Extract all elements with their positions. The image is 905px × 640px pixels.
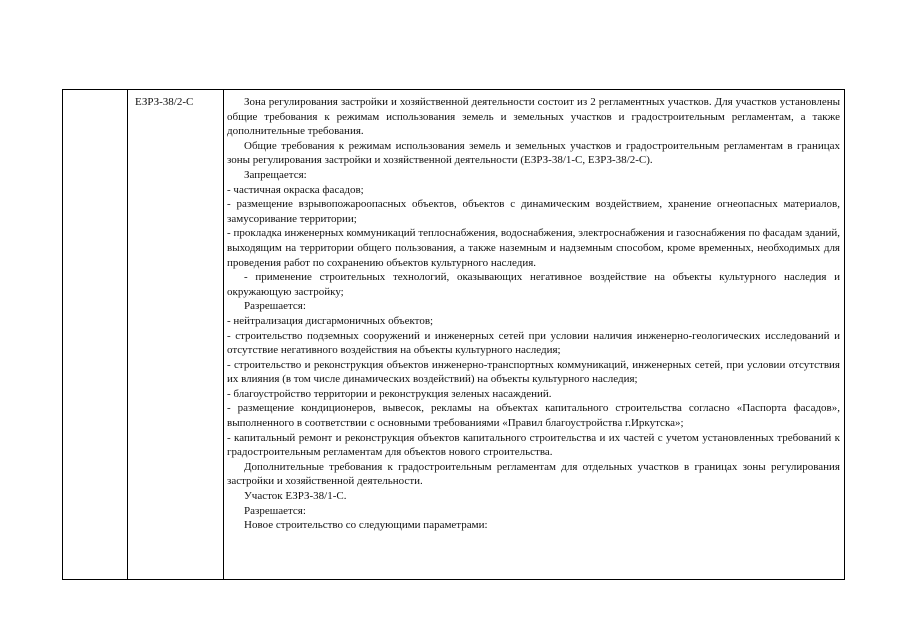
paragraph: - благоустройство территории и реконструкция зеленых насаждений.	[227, 387, 552, 400]
requirements-text-cell	[227, 95, 840, 533]
paragraph: - размещение кондиционеров, вывесок, рекламы на объектах капитального строительства согласно «Паспорта фасадов», выполненного в соответствии с основными требованиями «Правил благоустройства г.Иркутска»;	[227, 402, 840, 430]
paragraph: - прокладка инженерных коммуникаций теплоснабжения, водоснабжения, электроснабжения и газоснабжения по фасадам зданий, выходящим на территории общего пользования, а также наземным и надземным способом, кроме временных, необходимых для проведения работ по сохранению объектов культурного наследия.	[227, 227, 840, 269]
paragraph: Запрещается:	[244, 168, 307, 181]
paragraph: - строительство и реконструкция объектов инженерно-транспортных коммуникаций, инженерных сетей, при условии отсутствия их влияния (в том числе динамических воздействий) на объекты культурного наследия;	[227, 358, 840, 386]
column-divider	[223, 90, 224, 579]
regulation-table	[62, 89, 845, 580]
column-divider	[127, 90, 128, 579]
paragraph: - нейтрализация дисгармоничных объектов;	[227, 314, 434, 327]
paragraph: - частичная окраска фасадов;	[227, 183, 364, 196]
paragraph: Разрешается:	[244, 504, 306, 517]
paragraph: Участок ЕЗРЗ-38/1-С.	[244, 490, 347, 503]
paragraph: Новое строительство со следующими параметрами:	[244, 519, 488, 532]
paragraph: - размещение взрывопожароопасных объектов, объектов с динамическим воздействием, хранение огнеопасных материалов, замусоривание территории;	[227, 198, 840, 225]
paragraph: - капитальный ремонт и реконструкция объектов капитального строительства и их частей с учетом установленных требований к градостроительным регламентам для объектов нового строительства.	[227, 431, 840, 459]
paragraph: Зона регулирования застройки и хозяйственной деятельности состоит из 2 регламентных участков. Для участков установлены общие требования к режимам использования земель и земельных участков и градостроительным регламентам, а также дополнительные требования.	[227, 96, 840, 138]
paragraph: Дополнительные требования к градостроительным регламентам для отдельных участков в границах зоны регулирования застройки и хозяйственной деятельности.	[227, 460, 840, 488]
paragraph: Разрешается:	[244, 300, 306, 313]
paragraph: Общие требования к режимам использования земель и земельных участков и градостроительным регламентам в границах зоны регулирования застройки и хозяйственной деятельности (ЕЗРЗ-38/1-С, ЕЗРЗ-38/2-С).	[227, 139, 840, 167]
zone-code-cell: ЕЗРЗ-38/2-С	[135, 96, 194, 108]
paragraph: - строительство подземных сооружений и инженерных сетей при условии наличия инженерно-геологических исследований и отсутствие негативного воздействия на объекты культурного наследия;	[227, 329, 840, 357]
paragraph: - применение строительных технологий, оказывающих негативное воздействие на объекты культурного наследия и окружающую застройку;	[227, 271, 840, 298]
